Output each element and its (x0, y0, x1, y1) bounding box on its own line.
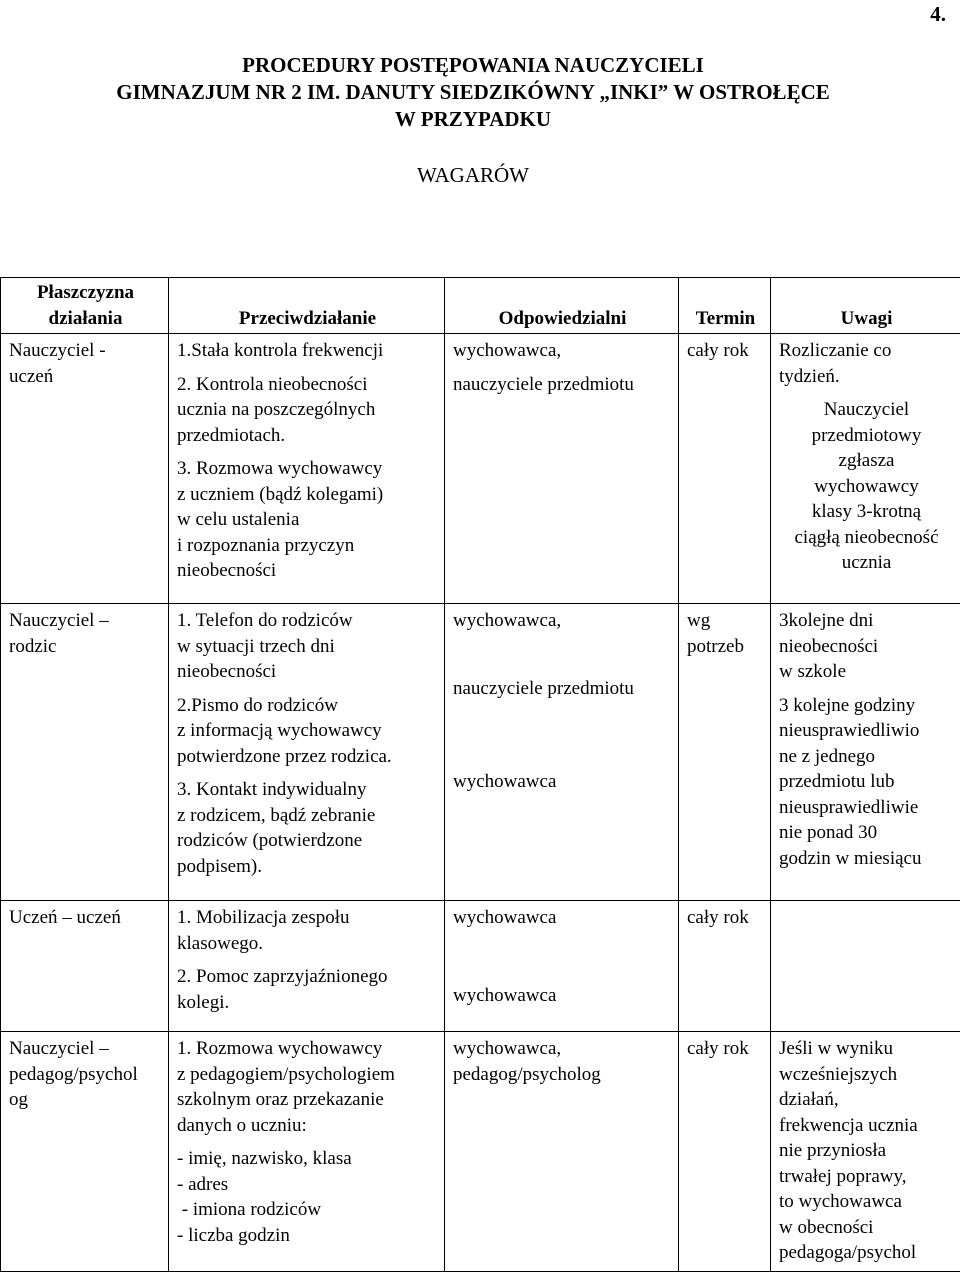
text-line: ucznia (779, 550, 954, 576)
text-line: 3 kolejne godziny (779, 693, 954, 719)
text-line: Rozliczanie co (779, 338, 954, 364)
title-line-1: PROCEDURY POSTĘPOWANIA NAUCZYCIELI (0, 52, 946, 79)
text-line: wychowawca, (453, 1036, 672, 1062)
cell-odpowiedzialni (445, 334, 679, 604)
table-row (1, 604, 960, 901)
table-row (1, 334, 960, 604)
text-line: w szkole (779, 659, 954, 685)
text-line: pedagog/psycholog (453, 1062, 672, 1088)
cell-termin: cały rok (679, 334, 771, 604)
cell-termin: cały rok (679, 901, 771, 1032)
header-termin: Termin (679, 278, 771, 334)
action-item (177, 456, 438, 584)
action-item (177, 905, 438, 956)
text-line: z rodzicem, bądź zebranie (177, 803, 438, 829)
text-line: frekwencja ucznia (779, 1113, 954, 1139)
action-item (177, 338, 438, 364)
text-line: 2.Pismo do rodziców (177, 693, 438, 719)
header-plaszczyzna-line: Płaszczyzna (9, 280, 162, 306)
action-item (177, 608, 438, 685)
header-odpowiedzialni: Odpowiedzialni (445, 278, 679, 334)
header-uwagi: Uwagi (771, 278, 960, 334)
text-line: 3kolejne dni (779, 608, 954, 634)
text-line: 1. Telefon do rodziców (177, 608, 438, 634)
text-line: tydzień. (779, 364, 954, 390)
text-line: szkolnym oraz przekazanie (177, 1087, 438, 1113)
note-block (779, 693, 954, 872)
action-item (177, 1146, 438, 1248)
text-line: nieusprawiedliwio (779, 718, 954, 744)
text-line: wychowawca (453, 769, 672, 795)
table-row (1, 1032, 960, 1272)
text-line: podpisem). (177, 854, 438, 880)
cell-uwagi (771, 334, 960, 604)
cell-uwagi (771, 604, 960, 901)
document-title (0, 52, 946, 133)
text-line: - liczba godzin (177, 1223, 438, 1249)
text-line: 1. Rozmowa wychowawcy (177, 1036, 438, 1062)
text-line: z informacją wychowawcy (177, 718, 438, 744)
text-line: rodziców (potwierdzone (177, 828, 438, 854)
text-line: uczeń (9, 364, 162, 390)
text-line: 2. Pomoc zaprzyjaźnionego (177, 964, 438, 990)
text-line: potrzeb (687, 634, 764, 660)
table-row (1, 901, 960, 1032)
text-line: danych o uczniu: (177, 1113, 438, 1139)
text-line: pedagog/psychol (9, 1062, 162, 1088)
procedures-table (0, 277, 960, 1272)
cell-termin: cały rok (679, 1032, 771, 1272)
text-line: Nauczyciel - (9, 338, 162, 364)
cell-odpowiedzialni (445, 1032, 679, 1272)
action-item (177, 964, 438, 1015)
text-line: Jeśli w wyniku (779, 1036, 954, 1062)
text-line: i rozpoznania przyczyn (177, 533, 438, 559)
action-item (177, 693, 438, 770)
text-line: wcześniejszych (779, 1062, 954, 1088)
note-block (779, 608, 954, 685)
text-line: nieusprawiedliwie (779, 795, 954, 821)
text-line: wychowawca (453, 983, 672, 1009)
action-item (177, 1036, 438, 1138)
cell-dzialania (169, 604, 445, 901)
text-line: nauczyciele przedmiotu (453, 372, 672, 398)
title-line-3: W PRZYPADKU (0, 106, 946, 133)
text-line: nieobecności (177, 659, 438, 685)
page-number: 4. (0, 2, 946, 28)
text-line: wychowawcy (779, 474, 954, 500)
text-line: 3. Rozmowa wychowawcy (177, 456, 438, 482)
table-header-row (1, 278, 960, 334)
text-line: wychowawca, (453, 608, 672, 634)
text-line: wg (687, 608, 764, 634)
text-line: 3. Kontakt indywidualny (177, 777, 438, 803)
text-line: 1. Mobilizacja zespołu (177, 905, 438, 931)
text-line: - adres (177, 1172, 438, 1198)
cell-uwagi (771, 901, 960, 1032)
header-plaszczyzna (1, 278, 169, 334)
text-line: 2. Kontrola nieobecności (177, 372, 438, 398)
text-line: wychowawca (453, 905, 672, 931)
text-line: Nauczyciel – (9, 608, 162, 634)
cell-odpowiedzialni (445, 901, 679, 1032)
document-subtitle: WAGARÓW (0, 163, 946, 189)
text-line: w obecności (779, 1215, 954, 1241)
note-block (779, 397, 954, 576)
text-line: ucznia na poszczególnych (177, 397, 438, 423)
text-line: przedmiotu lub (779, 769, 954, 795)
action-item (177, 777, 438, 879)
text-line: 1.Stała kontrola frekwencji (177, 338, 438, 364)
text-line: Nauczyciel (779, 397, 954, 423)
text-line: w sytuacji trzech dni (177, 634, 438, 660)
text-line: nauczyciele przedmiotu (453, 676, 672, 702)
text-line: godzin w miesiącu (779, 846, 954, 872)
text-line: przedmiotach. (177, 423, 438, 449)
text-line: og (9, 1087, 162, 1113)
cell-dzialania (169, 1032, 445, 1272)
cell-dzialania (169, 334, 445, 604)
text-line: potwierdzone przez rodzica. (177, 744, 438, 770)
cell-plaszczyzna (1, 334, 169, 604)
text-line: z pedagogiem/psychologiem (177, 1062, 438, 1088)
header-plaszczyzna-line: działania (9, 306, 162, 332)
text-line: to wychowawca (779, 1189, 954, 1215)
text-line: trwałej poprawy, (779, 1164, 954, 1190)
text-line: Nauczyciel – (9, 1036, 162, 1062)
note-block (779, 338, 954, 389)
text-line: wychowawca, (453, 338, 672, 364)
text-line: przedmiotowy (779, 423, 954, 449)
text-line: nie ponad 30 (779, 820, 954, 846)
title-line-2: GIMNAZJUM NR 2 IM. DANUTY SIEDZIKÓWNY „INKI” W OSTROŁĘCE (0, 79, 946, 106)
header-przeciwdzialanie: Przeciwdziałanie (169, 278, 445, 334)
text-line: - imiona rodziców (177, 1197, 438, 1223)
action-item (177, 372, 438, 449)
text-line: nieobecności (177, 558, 438, 584)
cell-plaszczyzna (1, 604, 169, 901)
text-line: w celu ustalenia (177, 507, 438, 533)
cell-plaszczyzna (1, 1032, 169, 1272)
text-line: zgłasza (779, 448, 954, 474)
text-line: nieobecności (779, 634, 954, 660)
text-line: kolegi. (177, 990, 438, 1016)
text-line: ciągłą nieobecność (779, 525, 954, 551)
text-line: - imię, nazwisko, klasa (177, 1146, 438, 1172)
text-line: klasowego. (177, 931, 438, 957)
cell-odpowiedzialni (445, 604, 679, 901)
cell-plaszczyzna: Uczeń – uczeń (1, 901, 169, 1032)
cell-termin (679, 604, 771, 901)
text-line: pedagoga/psychol (779, 1240, 954, 1266)
text-line: rodzic (9, 634, 162, 660)
text-line: nie przyniosła (779, 1138, 954, 1164)
cell-dzialania (169, 901, 445, 1032)
text-line: klasy 3-krotną (779, 499, 954, 525)
text-line: działań, (779, 1087, 954, 1113)
cell-uwagi (771, 1032, 960, 1272)
text-line: ne z jednego (779, 744, 954, 770)
text-line: z uczniem (bądź kolegami) (177, 482, 438, 508)
